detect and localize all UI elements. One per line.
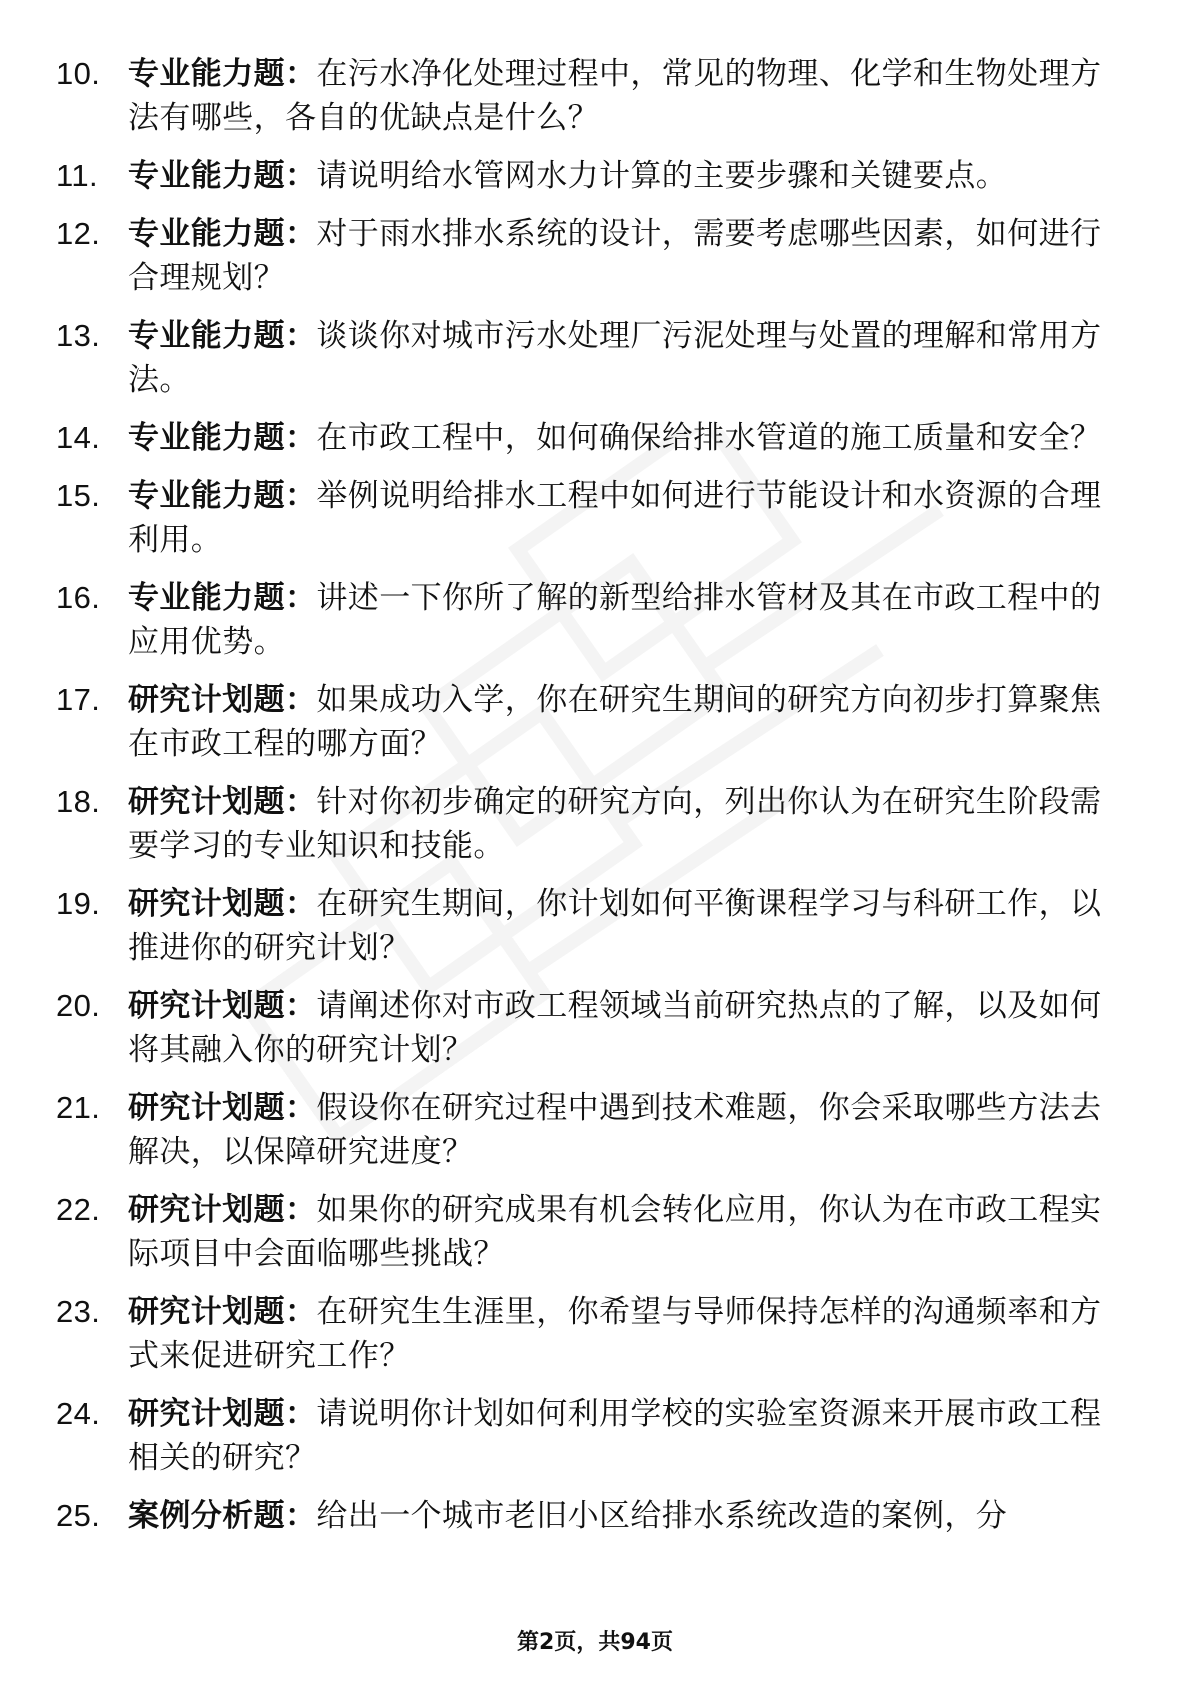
question-number: 14.	[56, 420, 101, 455]
question-number: 25.	[56, 1498, 101, 1533]
question-item	[56, 314, 1106, 402]
question-item	[56, 1086, 1106, 1174]
question-number: 16.	[56, 580, 101, 615]
question-list	[56, 52, 1106, 1552]
question-category: 专业能力题：	[128, 478, 317, 514]
question-item	[56, 1290, 1106, 1378]
question-text: 如果成功入学，你在研究生期间的研究方向初步打算聚焦在市政工程的哪方面？	[128, 682, 1102, 762]
question-item	[56, 576, 1106, 664]
question-item	[56, 212, 1106, 300]
question-category: 研究计划题：	[128, 1396, 317, 1432]
question-category: 研究计划题：	[128, 988, 317, 1024]
question-number: 24.	[56, 1396, 101, 1431]
question-category: 研究计划题：	[128, 784, 317, 820]
question-category: 案例分析题：	[128, 1498, 317, 1534]
question-category: 专业能力题：	[128, 158, 317, 194]
question-text: 在市政工程中，如何确保给排水管道的施工质量和安全？	[316, 420, 1102, 456]
question-text: 针对你初步确定的研究方向，列出你认为在研究生阶段需要学习的专业知识和技能。	[128, 784, 1102, 864]
question-text: 请阐述你对市政工程领域当前研究热点的了解，以及如何将其融入你的研究计划？	[128, 988, 1102, 1068]
question-text: 在研究生期间，你计划如何平衡课程学习与科研工作，以推进你的研究计划？	[128, 886, 1102, 966]
question-item	[56, 474, 1106, 562]
question-number: 11.	[56, 158, 98, 193]
question-text: 谈谈你对城市污水处理厂污泥处理与处置的理解和常用方法。	[128, 318, 1102, 398]
question-category: 研究计划题：	[128, 886, 317, 922]
question-item	[56, 52, 1106, 140]
question-number: 10.	[56, 56, 101, 91]
question-item	[56, 984, 1106, 1072]
question-number: 15.	[56, 478, 101, 513]
question-text: 对于雨水排水系统的设计，需要考虑哪些因素，如何进行合理规划？	[128, 216, 1102, 296]
question-number: 23.	[56, 1294, 101, 1329]
question-text: 讲述一下你所了解的新型给排水管材及其在市政工程中的应用优势。	[128, 580, 1102, 660]
question-number: 13.	[56, 318, 101, 353]
question-category: 研究计划题：	[128, 1192, 317, 1228]
question-number: 12.	[56, 216, 101, 251]
question-item	[56, 1188, 1106, 1276]
question-text: 假设你在研究过程中遇到技术难题，你会采取哪些方法去解决，以保障研究进度？	[128, 1090, 1102, 1170]
question-category: 专业能力题：	[128, 420, 317, 456]
question-item	[56, 678, 1106, 766]
question-text: 在污水净化处理过程中，常见的物理、化学和生物处理方法有哪些，各自的优缺点是什么？	[128, 56, 1102, 136]
question-text: 请说明你计划如何利用学校的实验室资源来开展市政工程相关的研究？	[128, 1396, 1102, 1476]
question-category: 专业能力题：	[128, 318, 317, 354]
question-item	[56, 1392, 1106, 1480]
question-item	[56, 1494, 1106, 1538]
question-number: 19.	[56, 886, 101, 921]
question-number: 21.	[56, 1090, 101, 1125]
question-category: 研究计划题：	[128, 1090, 317, 1126]
question-number: 17.	[56, 682, 101, 717]
question-category: 研究计划题：	[128, 682, 317, 718]
question-text: 举例说明给排水工程中如何进行节能设计和水资源的合理利用。	[128, 478, 1102, 558]
question-text: 请说明给水管网水力计算的主要步骤和关键要点。	[316, 158, 1008, 194]
question-number: 18.	[56, 784, 101, 819]
question-category: 研究计划题：	[128, 1294, 317, 1330]
question-number: 22.	[56, 1192, 101, 1227]
question-text: 如果你的研究成果有机会转化应用，你认为在市政工程实际项目中会面临哪些挑战？	[128, 1192, 1102, 1272]
question-item	[56, 154, 1106, 198]
question-category: 专业能力题：	[128, 216, 317, 252]
question-text: 在研究生生涯里，你希望与导师保持怎样的沟通频率和方式来促进研究工作？	[128, 1294, 1102, 1374]
question-number: 20.	[56, 988, 101, 1023]
question-item	[56, 780, 1106, 868]
question-category: 专业能力题：	[128, 56, 317, 92]
page-footer: 第2页，共94页	[517, 1630, 673, 1655]
question-text: 给出一个城市老旧小区给排水系统改造的案例，分	[316, 1498, 1008, 1534]
question-item	[56, 882, 1106, 970]
question-item	[56, 416, 1106, 460]
question-category: 专业能力题：	[128, 580, 317, 616]
